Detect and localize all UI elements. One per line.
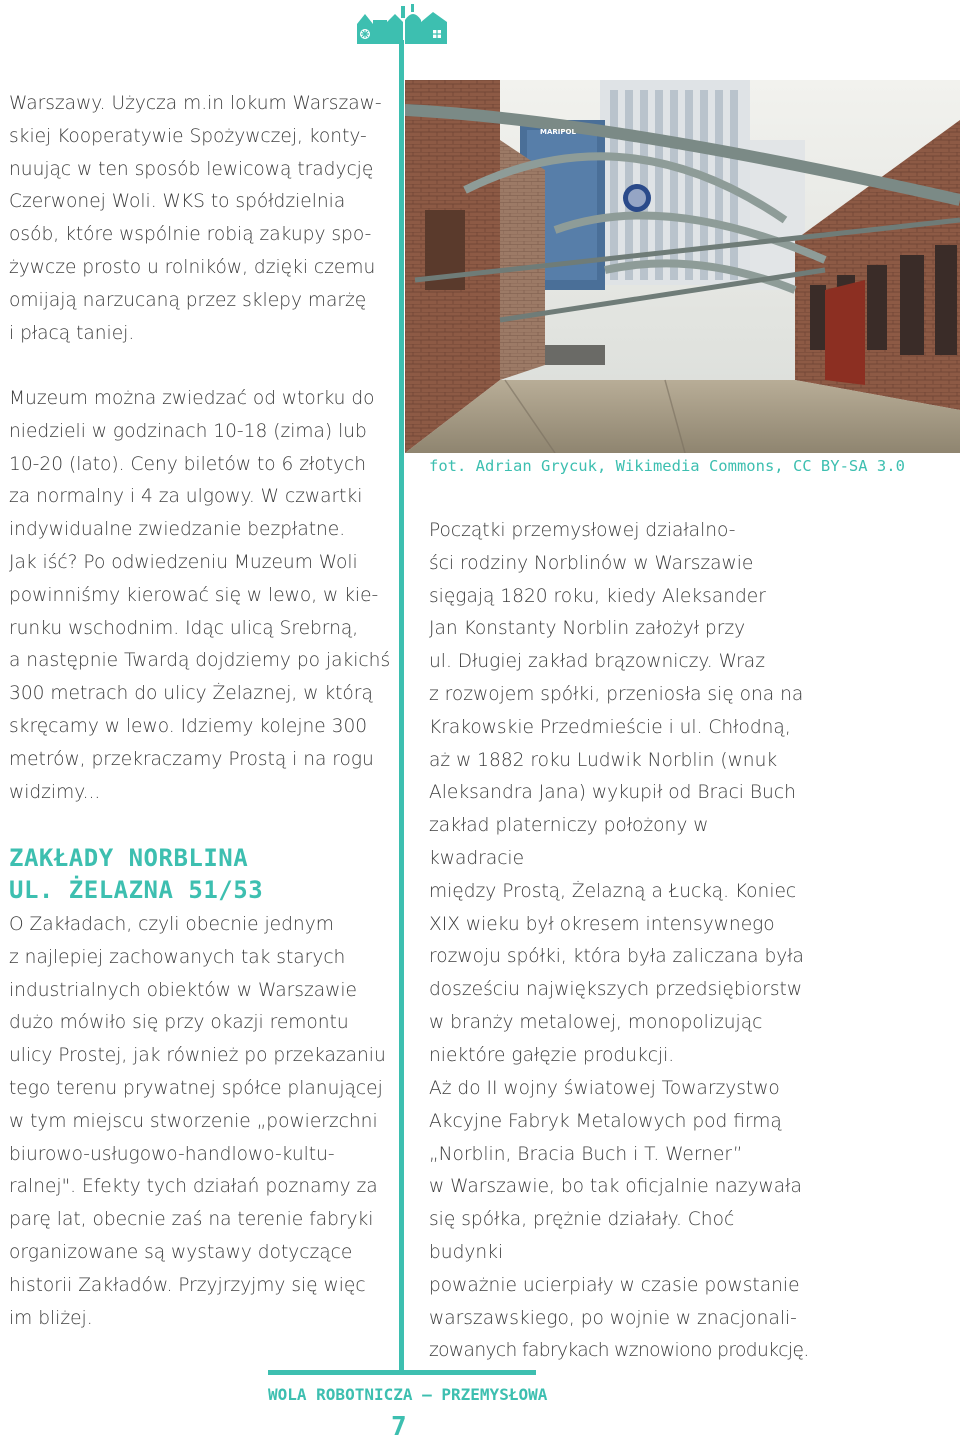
text-line: Czerwonej Woli. WKS to spółdzielnia (9, 191, 346, 213)
factory-photo (405, 80, 960, 453)
text-line: biurowo-usługowo-handlowo-kultu- (9, 1143, 335, 1165)
text-line: parę lat, obecnie zaś na terenie fabryki (9, 1209, 374, 1231)
text-line: nuując w ten sposób lewicową tradycję (9, 158, 374, 180)
text-line: omijają narzucaną przez sklepy marżę (9, 289, 367, 311)
text-line: za normalny i 4 za ulgowy. W czwartki (9, 486, 363, 508)
left-paragraph-3 (9, 909, 391, 1335)
text-line: w branży metalowej, monopolizując (429, 1011, 763, 1033)
text-line: organizowane są wystawy dotyczące (9, 1241, 353, 1263)
text-line: O Zakładach, czyli obecnie jednym (9, 914, 334, 935)
text-line: Jak iść? Po odwiedzeniu Muzeum Woli (9, 551, 358, 573)
text-line: poważnie ucierpiały w czasie powstanie (429, 1274, 800, 1296)
text-line: sięgają 1820 roku, kiedy Aleksander (429, 585, 766, 607)
text-line: w Warszawie, bo tak oficjalnie nazywała (429, 1176, 802, 1198)
text-line: Początki przemysłowej działalno- (429, 520, 736, 541)
text-line: 300 metrach do ulicy Żelaznej, w którą (9, 683, 373, 705)
text-line: widzimy... (9, 781, 101, 803)
heading-line: UL. ŻELAZNA 51/53 (9, 876, 264, 904)
text-line: Akcyjne Fabryk Metalowych pod firmą (429, 1110, 782, 1132)
text-line: ści rodziny Norblinów w Warszawie (429, 552, 754, 574)
vertical-divider (399, 40, 404, 1370)
text-line: między Prostą, Żelazną a Łucką. Koniec (429, 880, 797, 902)
text-line: żywcze prosto u rolników, dzięki czemu (9, 256, 376, 278)
text-line: ulicy Prostej, jak również po przekazaniu (9, 1045, 386, 1067)
text-line: 10-20 (lato). Ceny biletów to 6 złotych (9, 453, 367, 475)
photo-caption: fot. Adrian Grycuk, Wikimedia Commons, CC BY-SA 3.0 (429, 457, 905, 475)
text-line: a następnie Twardą dojdziemy po jakichś (9, 650, 391, 672)
text-line: powinniśmy kierować się w lewo, w kie- (9, 584, 379, 606)
text-line: w tym miejscu stworzenie „powierzchni (9, 1110, 378, 1132)
text-line: niektóre gałęzie produkcji. (429, 1044, 675, 1066)
text-line: Aż do II wojny światowej Towarzystwo (429, 1078, 780, 1099)
text-line: indywidualne zwiedzanie bezpłatne. (9, 519, 346, 541)
left-paragraph-1 (9, 88, 391, 350)
text-line: metrów, przekraczamy Prostą i na rogu (9, 748, 374, 770)
text-line: Warszawy. Użycza m.in lokum Warszaw- (9, 93, 382, 114)
right-paragraph-1 (429, 515, 809, 1073)
text-line: skręcamy w lewo. Idziemy kolejne 300 (9, 715, 368, 737)
text-line: „Norblin, Bracia Buch i T. Werner” (429, 1143, 743, 1165)
text-line: rozwoju spółki, która była zaliczana była (429, 946, 804, 968)
text-line: ul. Długiej zakład brązowniczy. Wraz (429, 651, 765, 673)
sign-text: MARIPOL (540, 128, 576, 136)
text-line: Aleksandra Jana) wykupił od Braci Buch (429, 782, 796, 804)
text-line: się spółka, prężnie działały. Choć budynki (429, 1209, 735, 1263)
text-line: skiej Kooperatywie Spożywczej, konty- (9, 125, 367, 147)
text-line: warszawskiego, po wojnie w znacjonali- (429, 1307, 797, 1329)
footer-title: WOLA ROBOTNICZA – PRZEMYSŁOWA (268, 1385, 548, 1404)
text-line: dużo mówiło się przy okazji remontu (9, 1012, 349, 1034)
text-line: historii Zakładów. Przyjrzyjmy się więc (9, 1274, 366, 1296)
text-line: Krakowskie Przedmieście i ul. Chłodną, (429, 716, 791, 738)
left-paragraph-2 (9, 383, 391, 809)
text-line: Muzeum można zwiedzać od wtorku do (9, 388, 375, 409)
text-line: niedzieli w godzinach 10-18 (zima) lub (9, 420, 367, 442)
text-line: ralnej". Efekty tych działań poznamy za (9, 1176, 378, 1198)
text-line: tego terenu prywatnej spółce planującej (9, 1077, 383, 1099)
text-line: z rozwojem spółki, przeniosła się ona na (429, 683, 804, 705)
right-paragraph-2 (429, 1073, 809, 1368)
text-line: runku wschodnim. Idąc ulicą Srebrną, (9, 617, 359, 639)
text-line: industrialnych obiektów w Warszawie (9, 979, 357, 1001)
text-line: zowanych fabrykach wznowiono produkcję. (429, 1340, 809, 1362)
text-line: aż w 1882 roku Ludwik Norblin (wnuk (429, 749, 778, 771)
text-line: XIX wieku był okresem intensywnego (429, 913, 775, 935)
text-line: i płacą taniej. (9, 322, 135, 344)
text-line: dosześciu największych przedsiębiorstw (429, 979, 803, 1001)
text-line: osób, które wspólnie robią zakupy spo- (9, 224, 372, 246)
heading-line: ZAKŁADY NORBLINA (9, 844, 249, 872)
text-line: zakład platerniczy położony w kwadracie (429, 815, 709, 869)
text-line: im bliżej. (9, 1307, 93, 1329)
section-heading (9, 842, 263, 906)
text-line: Jan Konstanty Norblin założył przy (429, 618, 746, 640)
page-number: 7 (391, 1412, 407, 1442)
footer-rule (268, 1370, 536, 1375)
houses-logo-icon (355, 4, 451, 44)
text-line: z najlepiej zachowanych tak starych (9, 946, 346, 968)
